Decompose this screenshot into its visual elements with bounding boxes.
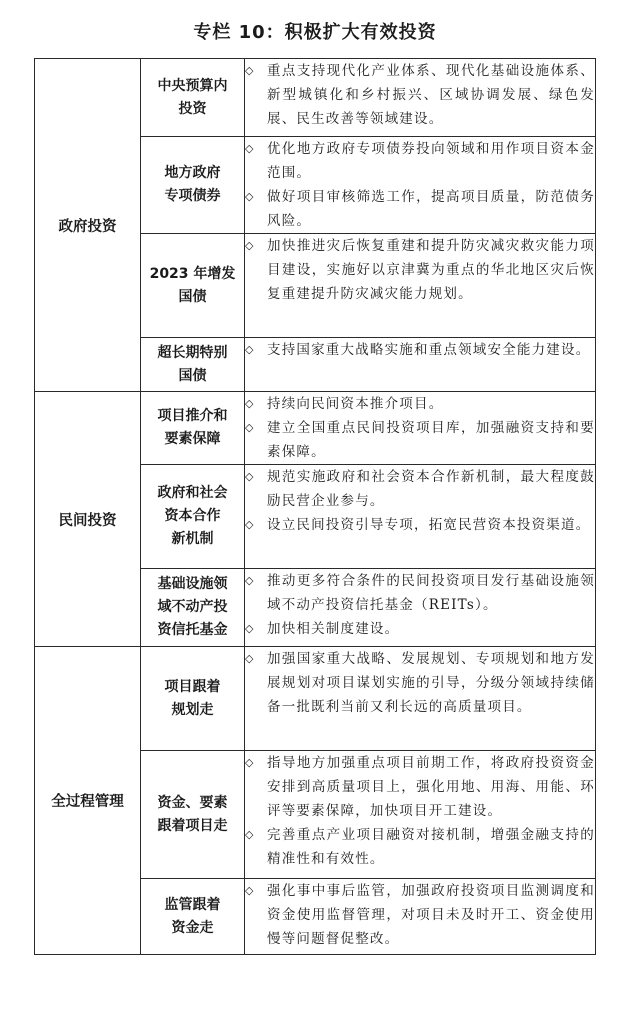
- list-item-text: 支持国家重大战略实施和重点领域安全能力建设。: [267, 342, 591, 358]
- list-item-text: 重点支持现代化产业体系、现代化基础设施体系、新型城镇化和乡村振兴、区域协调发展、绿色发展、民生改善等领域建设。: [267, 63, 595, 127]
- list-item: [245, 513, 595, 537]
- subcategory-label: 中央预算内 投资: [141, 59, 245, 137]
- diamond-bullet-icon: ◇: [245, 239, 254, 252]
- subcategory-label: 监管跟着 资金走: [141, 879, 245, 955]
- list-item: [245, 338, 595, 362]
- subcategory-label: 项目推介和 要素保障: [141, 392, 245, 465]
- diamond-bullet-icon: ◇: [245, 756, 254, 769]
- content-cell: [245, 751, 596, 879]
- list-item: [245, 647, 595, 719]
- group-label: 全过程管理: [35, 647, 141, 955]
- diamond-bullet-icon: ◇: [245, 574, 254, 587]
- list-item: [245, 617, 595, 641]
- subcategory-label: 2023 年增发 国债: [141, 234, 245, 338]
- list-item-text: 建立全国重点民间投资项目库，加强融资支持和要素保障。: [267, 420, 595, 460]
- list-item-text: 完善重点产业项目融资对接机制，增强金融支持的精准性和有效性。: [267, 827, 595, 867]
- diamond-bullet-icon: ◇: [245, 397, 254, 410]
- content-cell: [245, 879, 596, 955]
- list-item-text: 指导地方加强重点项目前期工作，将政府投资资金安排到高质量项目上，强化用地、用海、用能、环评等要素保障，加快项目开工建设。: [267, 755, 595, 819]
- subcategory-label: 地方政府 专项债券: [141, 137, 245, 234]
- list-item-text: 加快推进灾后恢复重建和提升防灾减灾救灾能力项目建设，实施好以京津冀为重点的华北地区灾后恢复重建提升防灾减灾能力规划。: [267, 238, 595, 302]
- list-item-text: 优化地方政府专项债券投向领域和用作项目资本金范围。: [267, 141, 595, 181]
- subcategory-label: 政府和社会 资本合作 新机制: [141, 465, 245, 569]
- diamond-bullet-icon: ◇: [245, 64, 254, 77]
- list-item: [245, 416, 595, 464]
- content-cell: [245, 137, 596, 234]
- diamond-bullet-icon: ◇: [245, 518, 254, 531]
- list-item-text: 推动更多符合条件的民间投资项目发行基础设施领域不动产投资信托基金（REITs）。: [267, 573, 595, 613]
- subcategory-label: 项目跟着 规划走: [141, 647, 245, 751]
- table-row: [35, 392, 596, 465]
- diamond-bullet-icon: ◇: [245, 190, 254, 203]
- investment-table: [34, 58, 596, 955]
- list-item: [245, 137, 595, 185]
- list-item: [245, 569, 595, 617]
- table-row: [35, 647, 596, 751]
- list-item: [245, 392, 595, 416]
- group-label: 民间投资: [35, 392, 141, 647]
- diamond-bullet-icon: ◇: [245, 652, 254, 665]
- content-cell: [245, 569, 596, 647]
- list-item: [245, 751, 595, 823]
- diamond-bullet-icon: ◇: [245, 828, 254, 841]
- list-item: [245, 185, 595, 233]
- diamond-bullet-icon: ◇: [245, 421, 254, 434]
- list-item: [245, 879, 595, 951]
- list-item: [245, 465, 595, 513]
- table-row: [35, 59, 596, 137]
- list-item: [245, 234, 595, 306]
- group-label: 政府投资: [35, 59, 141, 392]
- diamond-bullet-icon: ◇: [245, 470, 254, 483]
- diamond-bullet-icon: ◇: [245, 142, 254, 155]
- content-cell: [245, 647, 596, 751]
- list-item-text: 持续向民间资本推介项目。: [267, 396, 444, 412]
- list-item-text: 加快相关制度建设。: [267, 621, 400, 637]
- content-cell: [245, 465, 596, 569]
- diamond-bullet-icon: ◇: [245, 622, 254, 635]
- content-cell: [245, 392, 596, 465]
- diamond-bullet-icon: ◇: [245, 343, 254, 356]
- content-cell: [245, 234, 596, 338]
- subcategory-label: 超长期特别 国债: [141, 338, 245, 392]
- list-item-text: 强化事中事后监管，加强政府投资项目监测调度和资金使用监督管理，对项目未及时开工、资金使用慢等问题督促整改。: [267, 883, 595, 947]
- content-cell: [245, 59, 596, 137]
- subcategory-label: 资金、要素 跟着项目走: [141, 751, 245, 879]
- list-item-text: 做好项目审核筛选工作，提高项目质量，防范债务风险。: [267, 189, 595, 229]
- list-item-text: 设立民间投资引导专项，拓宽民营资本投资渠道。: [267, 517, 591, 533]
- diamond-bullet-icon: ◇: [245, 884, 254, 897]
- list-item-text: 规范实施政府和社会资本合作新机制，最大程度鼓励民营企业参与。: [267, 469, 595, 509]
- list-item: [245, 59, 595, 131]
- content-cell: [245, 338, 596, 392]
- column-title: 专栏 10：积极扩大有效投资: [193, 22, 437, 43]
- subcategory-label: 基础设施领 域不动产投 资信托基金: [141, 569, 245, 647]
- list-item: [245, 823, 595, 871]
- list-item-text: 加强国家重大战略、发展规划、专项规划和地方发展规划对项目谋划实施的引导，分级分领域持续储备一批既利当前又利长远的高质量项目。: [267, 651, 595, 715]
- table-body: [35, 59, 596, 955]
